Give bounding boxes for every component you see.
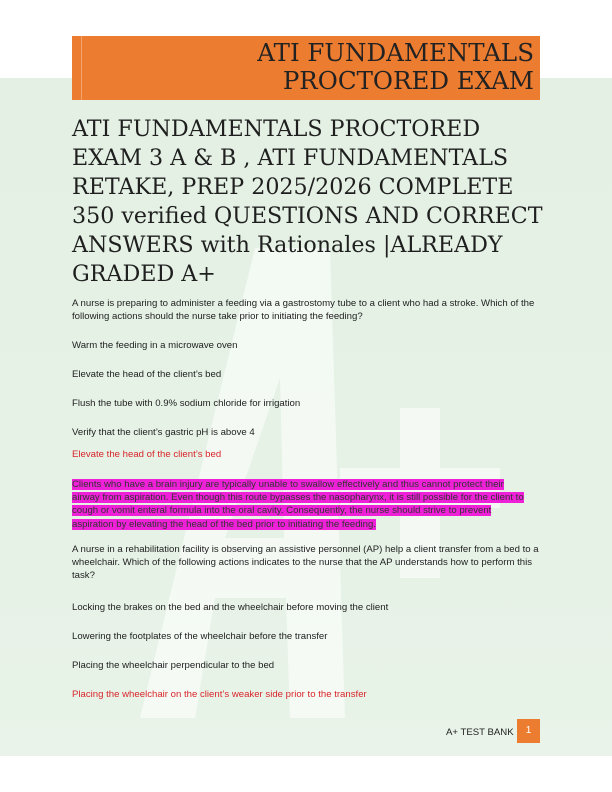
rationale-highlight: Clients who have a brain injury are typically unable to swallow effectively and thus cannot protect their airway from aspiration. Even though this route bypasses the nasopharynx, it is still possible for the client to cough or vomit enteral formula into the oral cavity. Consequently, the nurse should strive to prevent aspiration by elevating the head of the bed prior to initiating the feeding. bbox=[72, 479, 524, 530]
question-2-option-1: Locking the brakes on the bed and the wheelchair before moving the client bbox=[72, 602, 389, 613]
question-1-answer: Elevate the head of the client’s bed bbox=[72, 449, 222, 460]
question-1-option-3: Flush the tube with 0.9% sodium chloride for irrigation bbox=[72, 398, 301, 409]
question-1-stem: A nurse is preparing to administer a feeding via a gastrostomy tube to a client who had a stroke. Which of the following actions should the nurse take prior to initiating the feeding? bbox=[72, 298, 535, 323]
question-2-option-2: Lowering the footplates of the wheelchair before the transfer bbox=[72, 631, 328, 642]
footer-label: A+ TEST BANK bbox=[446, 727, 514, 738]
page-number: 1 bbox=[517, 719, 540, 743]
header-title: ATI FUNDAMENTALS PROCTORED EXAM bbox=[257, 38, 534, 95]
header-rule bbox=[81, 36, 82, 100]
question-1-rationale bbox=[72, 478, 524, 531]
question-1-option-4: Verify that the client’s gastric pH is above 4 bbox=[72, 427, 255, 438]
question-1-option-1: Warm the feeding in a microwave oven bbox=[72, 340, 238, 351]
document-title: ATI FUNDAMENTALS PROCTORED EXAM 3 A & B , ATI FUNDAMENTALS RETAKE, PREP 2025/2026 COMPLETE 350 verified QUESTIONS AND CORRECT ANSWERS with Rationales |ALREADY GRADED A+ bbox=[72, 116, 543, 287]
question-2-answer: Placing the wheelchair on the client’s weaker side prior to the transfer bbox=[72, 689, 367, 700]
header-bar bbox=[72, 36, 540, 100]
question-2-option-3: Placing the wheelchair perpendicular to the bed bbox=[72, 660, 275, 671]
question-2-stem: A nurse in a rehabilitation facility is observing an assistive personnel (AP) help a client transfer from a bed to a wheelchair. Which of the following actions indicates to the nurse that the AP understands how to perform this task? bbox=[72, 544, 539, 582]
question-1-option-2: Elevate the head of the client’s bed bbox=[72, 369, 222, 380]
